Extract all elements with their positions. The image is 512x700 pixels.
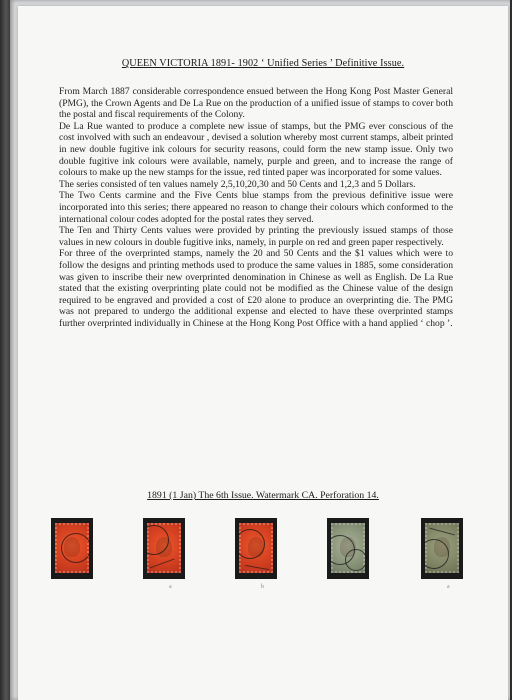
stamp-3 [239, 523, 273, 573]
postmark-icon [345, 549, 365, 571]
description-text [59, 86, 453, 329]
stamp-mount-1 [51, 518, 93, 579]
paragraph-1: From March 1887 considerable correspondence ensued between the Hong Kong Post Master General (PMG), the Crown Agents and De La Rue on the production of a unified issue of stamps to cover both the postal and fiscal requirements of the Colony. [59, 86, 453, 121]
postmark-icon [61, 533, 89, 563]
paragraph-2: De La Rue wanted to produce a complete new issue of stamps, but the PMG ever conscious of the cost involved with such an endeavour , devised a solution whereby most current stamps, albeit printed in new double fugitive ink colours for security reasons, could form the new stamp issue. Only two double fugitive ink colours were available, namely, purple and green, and to increase the range of colours to make up the new stamps for the issue, red tinted paper was incorporated for some values. [59, 120, 453, 179]
stamp-2 [147, 523, 181, 573]
issue-subtitle: 1891 (1 Jan) The 6th Issue. Watermark CA. Perforation 14. [147, 490, 379, 501]
stamp-note-5: a [447, 584, 450, 590]
album-page [18, 6, 508, 700]
stamp-5 [425, 523, 459, 573]
stamp-mount-4 [327, 518, 369, 579]
paragraph-5: The Ten and Thirty Cents values were provided by printing the previously issued stamps of those values in new colours in double fugitive inks, namely, in purple on red and green paper respectively. [59, 225, 453, 248]
stamp-1 [55, 523, 89, 573]
stamp-4 [331, 523, 365, 573]
stamp-mount-2 [143, 518, 185, 579]
stamp-note-2: a [169, 584, 172, 590]
page-title: QUEEN VICTORIA 1891- 1902 ‘ Unified Series ’ Definitive Issue. [121, 58, 405, 69]
paragraph-3: The series consisted of ten values namely 2,5,10,20,30 and 50 Cents and 1,2,3 and 5 Dollars. [59, 178, 416, 190]
paragraph-4: The Two Cents carmine and the Five Cents blue stamps from the previous definitive issue were incorporated into this series; there appeared no reason to change their colours which conformed to the international colour codes adopted for the postal rates they served. [59, 190, 453, 225]
stamp-note-3: b [261, 584, 264, 590]
stamp-row [51, 518, 481, 598]
stamp-mount-5 [421, 518, 463, 579]
stamp-mount-3 [235, 518, 277, 579]
paragraph-6: For three of the overprinted stamps, namely the 20 and 50 Cents and the $1 values which were to follow the designs and printing methods used to produce the same values in 1885, some consideration was given to inscribe their new overprinted denomination in Chinese as well as English. De La Rue stated that the existing overprinting plate could not be modified as the Chinese value of the design required to be engraved and provided a cost of £20 alone to produce an overprinting die. The PMG was not prepared to undergo the additional expense and elected to have these overprinted stamps further overprinted individually in Chinese at the Hong Kong Post Office with a hand applied ‘ chop ’. [59, 248, 453, 329]
